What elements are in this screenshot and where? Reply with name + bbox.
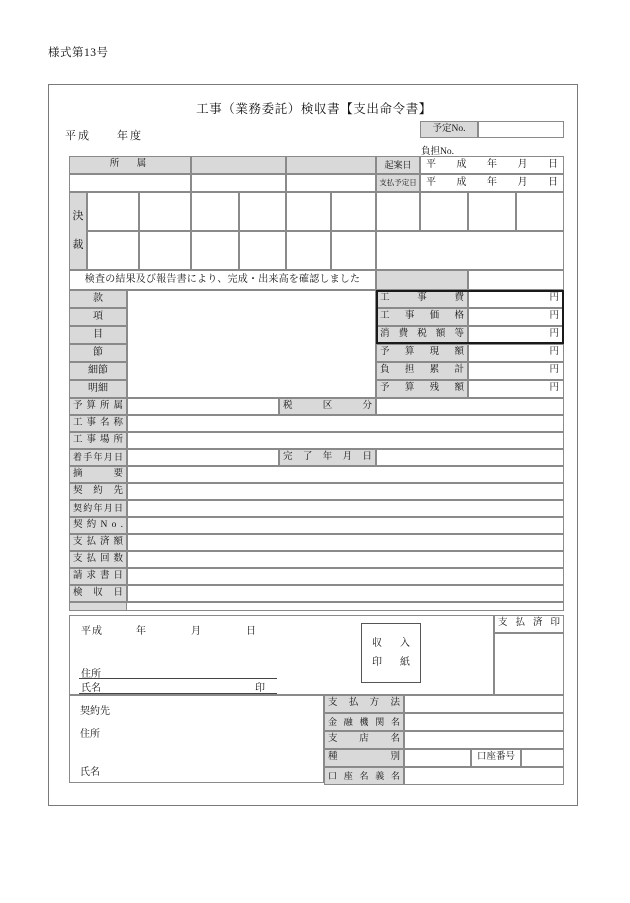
payment-label-account-number: 口座番号 — [471, 749, 521, 767]
budget-row-kou: 項 — [69, 308, 127, 326]
shozoku-header-col2 — [191, 156, 286, 174]
amount-label-yosan-gengaku: 予 算 現 額 — [376, 344, 468, 362]
detail-value-keiyakusaki[interactable] — [127, 483, 564, 500]
payment-label-branch: 支 店 名 — [324, 731, 404, 749]
kessai-cell-r1c1[interactable] — [87, 192, 139, 231]
fiscal-year-label: 平成 年度 — [65, 130, 143, 142]
revenue-stamp-line-1: 収 入 — [372, 638, 414, 649]
kessai-label — [69, 192, 87, 270]
yotei-no-value[interactable] — [478, 121, 564, 138]
detail-value-seikyusho-bi[interactable] — [127, 568, 564, 585]
detail-value-keiyaku-date[interactable] — [127, 500, 564, 517]
detail-value-shiharaizumi-gaku[interactable] — [127, 534, 564, 551]
kessai-cell-r1c9[interactable] — [468, 192, 516, 231]
detail-value-yosan-shozoku[interactable] — [127, 398, 279, 415]
paid-seal-area[interactable] — [494, 633, 564, 695]
detail-value-kanryo-date[interactable] — [376, 449, 564, 466]
detail-label-koji-basho: 工 事 場 所 — [69, 432, 127, 449]
signature-name-rule — [79, 693, 277, 694]
amount-label-yosan-zangaku: 予 算 残 額 — [376, 380, 468, 398]
amount-unit-yosan-zangaku: 円 — [549, 383, 559, 394]
budget-detail-entry-area[interactable] — [127, 290, 376, 398]
amount-value-koujikakaku[interactable] — [468, 308, 564, 326]
detail-value-zei-kubun[interactable] — [376, 398, 564, 415]
budget-row-setsu: 節 — [69, 344, 127, 362]
payment-value-bank[interactable] — [404, 713, 564, 731]
detail-value-chakushu-date[interactable] — [127, 449, 279, 466]
detail-label-yosan-shozoku: 予 算 所 属 — [69, 398, 127, 415]
amount-value-shohizei[interactable] — [468, 326, 564, 344]
detail-label-keiyaku-date: 契 約 年 月 日 — [69, 500, 127, 517]
detail-value-koji-basho[interactable] — [127, 432, 564, 449]
revenue-stamp-line-2: 印 紙 — [372, 657, 414, 668]
amount-label-koujikakaku: 工 事 価 格 — [376, 308, 468, 326]
kessai-cell-r2c3[interactable] — [191, 231, 239, 270]
shozoku-value-col3[interactable] — [286, 174, 376, 192]
detail-label-keiyakusaki: 契 約 先 — [69, 483, 127, 500]
amount-unit-koujihi: 円 — [549, 293, 559, 304]
kessai-cell-r2c2[interactable] — [139, 231, 191, 270]
detail-label-seikyusho-bi: 請 求 書 日 — [69, 568, 127, 585]
detail-label-kenshu-bi: 検 収 日 — [69, 585, 127, 602]
budget-row-meisai: 明細 — [69, 380, 127, 398]
detail-label-tekiyo: 摘 要 — [69, 466, 127, 483]
kessai-cell-r2c5[interactable] — [286, 231, 331, 270]
kessai-cell-r1c4[interactable] — [239, 192, 286, 231]
paid-seal-label: 支 払 済 印 — [494, 615, 564, 633]
payment-value-branch[interactable] — [404, 731, 564, 749]
kessai-cell-r1c3[interactable] — [191, 192, 239, 231]
kessai-cell-r1c2[interactable] — [139, 192, 191, 231]
contractor-name-label: 氏名 — [80, 767, 100, 778]
amount-label-futan-ruikei: 負 担 累 計 — [376, 362, 468, 380]
amount-unit-koujikakaku: 円 — [549, 311, 559, 322]
kessai-cell-r1c8[interactable] — [420, 192, 468, 231]
detail-value-koji-meisho[interactable] — [127, 415, 564, 432]
payment-value-account-number[interactable] — [521, 749, 564, 767]
kessai-cell-r1c6[interactable] — [331, 192, 376, 231]
kian-date-value[interactable]: 平 成 年 月 日 — [420, 156, 564, 174]
payment-value-account-type[interactable] — [404, 749, 471, 767]
payment-due-date-label: 支払予定日 — [376, 174, 420, 192]
amount-unit-shohizei: 円 — [549, 329, 559, 340]
detail-label-zei-kubun: 税 区 分 — [279, 398, 376, 415]
signature-date-line: 平成 年 月 日 — [81, 626, 257, 637]
detail-value-keiyaku-no[interactable] — [127, 517, 564, 534]
signature-name-label: 氏名 — [81, 683, 101, 694]
shozoku-value-col2[interactable] — [191, 174, 286, 192]
kessai-char-2: 裁 — [72, 239, 84, 251]
detail-tail-blank — [127, 602, 564, 611]
revenue-stamp-box — [361, 623, 421, 683]
amount-value-koujihi[interactable] — [468, 290, 564, 308]
kessai-cell-r2c4[interactable] — [239, 231, 286, 270]
budget-row-kan: 款 — [69, 290, 127, 308]
amount-unit-yosan-gengaku: 円 — [549, 347, 559, 358]
kessai-cell-r2c6[interactable] — [331, 231, 376, 270]
budget-row-saisetsu: 細節 — [69, 362, 127, 380]
amount-value-yosan-zangaku[interactable] — [468, 380, 564, 398]
shozoku-header-col3 — [286, 156, 376, 174]
amount-unit-futan-ruikei: 円 — [549, 365, 559, 376]
kessai-char-1: 決 — [72, 210, 84, 222]
kessai-cell-r2c7[interactable] — [376, 231, 564, 270]
detail-tail-grey — [69, 602, 127, 611]
detail-label-shiharai-kaisu: 支 払 回 数 — [69, 551, 127, 568]
shozoku-value-col1[interactable] — [69, 174, 191, 192]
signature-address-label: 住所 — [81, 669, 101, 680]
signature-seal-label: 印 — [255, 683, 265, 694]
form-number: 様式第13号 — [48, 47, 109, 59]
amount-value-yosan-gengaku[interactable] — [468, 344, 564, 362]
signature-address-rule — [79, 678, 277, 679]
payment-due-date-value[interactable]: 平 成 年 月 日 — [420, 174, 564, 192]
confirmation-grey-pad — [376, 270, 468, 290]
kessai-cell-r1c7[interactable] — [376, 192, 420, 231]
detail-label-koji-meisho: 工 事 名 称 — [69, 415, 127, 432]
payment-label-account-holder: 口 座 名 義 名 — [324, 767, 404, 785]
detail-label-shiharaizumi-gaku: 支 払 済 額 — [69, 534, 127, 551]
confirmation-blank-pad[interactable] — [468, 270, 564, 290]
kessai-cell-r1c5[interactable] — [286, 192, 331, 231]
kian-date-label: 起案日 — [376, 156, 420, 174]
payment-value-method[interactable] — [404, 695, 564, 713]
detail-value-kenshu-bi[interactable] — [127, 585, 564, 602]
shozoku-header: 所 属 — [69, 156, 191, 174]
detail-label-keiyaku-no: 契 約 N o . — [69, 517, 127, 534]
amount-label-koujihi: 工 事 費 — [376, 290, 468, 308]
futan-no-label: 負担No. — [421, 147, 454, 157]
payment-value-account-holder[interactable] — [404, 767, 564, 785]
payment-label-account-type: 種 別 — [324, 749, 404, 767]
payment-label-method: 支 払 方 法 — [324, 695, 404, 713]
detail-label-kanryo-date: 完 了 年 月 日 — [279, 449, 376, 466]
form-page-frame — [48, 84, 578, 806]
contractor-address-label: 住所 — [80, 729, 100, 740]
detail-label-chakushu-date: 着 手 年 月 日 — [69, 449, 127, 466]
contractor-label: 契約先 — [80, 706, 110, 717]
yotei-no-label: 予定No. — [420, 121, 478, 138]
kessai-cell-r2c1[interactable] — [87, 231, 139, 270]
kessai-cell-r1c10[interactable] — [516, 192, 564, 231]
confirmation-text: 検査の結果及び報告書により、完成・出来高を確認しました — [69, 270, 376, 290]
detail-value-tekiyo[interactable] — [127, 466, 564, 483]
amount-value-futan-ruikei[interactable] — [468, 362, 564, 380]
page-title: 工事（業務委託）検収書【支出命令書】 — [196, 102, 432, 116]
detail-value-shiharai-kaisu[interactable] — [127, 551, 564, 568]
amount-label-shohizei: 消 費 税 額 等 — [376, 326, 468, 344]
payment-label-bank: 金 融 機 関 名 — [324, 713, 404, 731]
budget-row-moku: 目 — [69, 326, 127, 344]
